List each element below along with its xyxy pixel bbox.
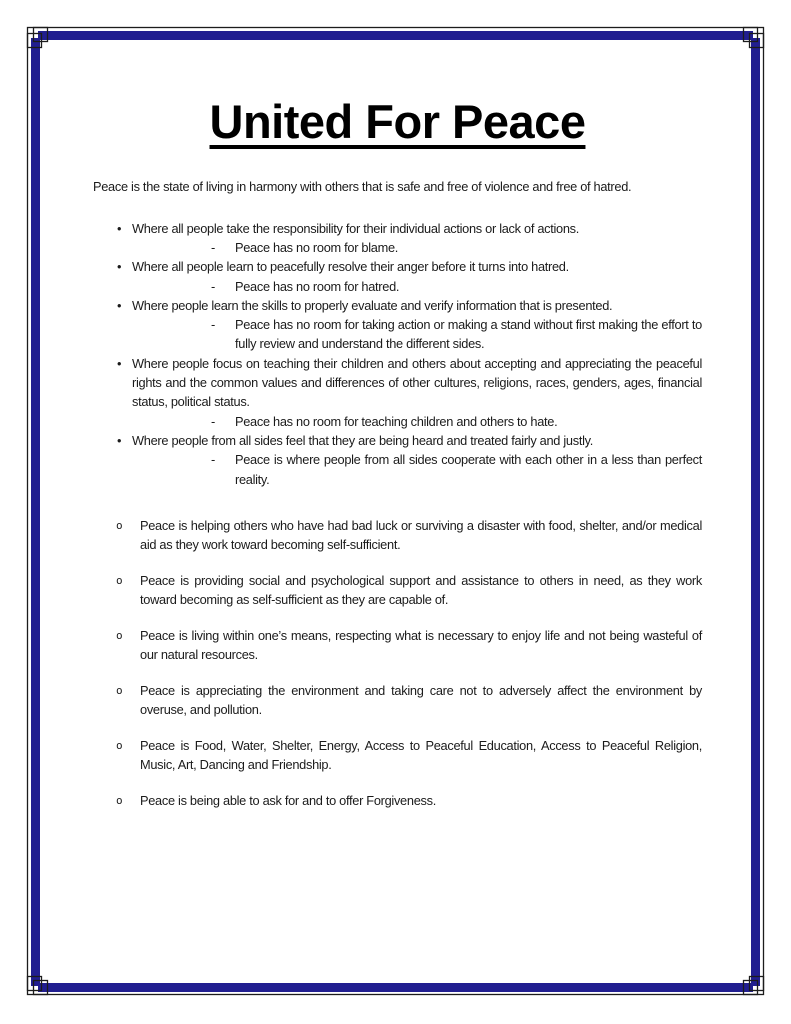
dash-icon: - <box>211 317 215 333</box>
circle-bullet-icon: o <box>116 629 123 643</box>
circle-list <box>93 516 702 810</box>
corner-ornament-icon <box>750 977 764 991</box>
list-item <box>93 219 702 238</box>
circle-bullet-icon: o <box>116 684 123 698</box>
dash-icon: - <box>211 239 215 255</box>
dash-icon: - <box>211 452 215 468</box>
intro-paragraph: Peace is the state of living in harmony with others that is safe and free of violence and free of hatred. <box>93 179 632 195</box>
sub-list-item-text: Peace has no room for hatred. <box>235 278 400 294</box>
list-item-text: Where all people learn to peacefully resolve their anger before it turns into hatred. <box>132 259 569 275</box>
sub-list-item-text: Peace has no room for blame. <box>235 239 399 255</box>
sub-list-item-text: Peace has no room for taking action or making a stand without first making the effort to fully review and understand the different sides. <box>235 317 702 352</box>
sub-list-item <box>93 315 702 354</box>
corner-ornament-icon <box>750 34 764 48</box>
corner-ornament-icon <box>28 34 42 48</box>
list-item <box>93 736 702 775</box>
list-item <box>93 791 702 810</box>
list-item <box>93 626 702 665</box>
sub-list-item <box>93 450 702 489</box>
document-content <box>93 80 702 826</box>
sub-list-item-text: Peace is where people from all sides cooperate with each other in a less than perfect reality. <box>235 452 702 487</box>
list-item-text: Peace is providing social and psychological support and assistance to others in need, as they work toward becoming as self-sufficient as they are capable of. <box>140 572 702 608</box>
page-title: United For Peace <box>209 95 586 148</box>
list-item <box>93 257 702 276</box>
corner-ornament-icon <box>34 28 48 42</box>
bullet-icon: • <box>117 220 122 236</box>
sub-list-item-text: Peace has no room for teaching children and others to hate. <box>235 413 558 429</box>
list-item <box>93 681 702 720</box>
sub-list-item <box>93 412 702 431</box>
list-item <box>93 431 702 450</box>
list-item-text: Where people from all sides feel that they are being heard and treated fairly and justly. <box>132 432 594 448</box>
sub-list-item <box>93 277 702 296</box>
circle-bullet-icon: o <box>116 574 123 588</box>
corner-ornament-icon <box>744 28 758 42</box>
list-item-text: Where people focus on teaching their children and others about accepting and appreciating the peaceful rights and the common values and differences of other cultures, religions, races, genders, ages, financial status, political status. <box>132 355 702 410</box>
list-item <box>93 516 702 555</box>
bullet-list <box>93 219 702 489</box>
list-item <box>93 354 702 412</box>
list-item-text: Peace is Food, Water, Shelter, Energy, Access to Peaceful Education, Access to Peaceful Religion, Music, Art, Dancing and Friendship. <box>140 737 702 773</box>
circle-bullet-icon: o <box>116 739 123 753</box>
circle-bullet-icon: o <box>116 794 123 808</box>
circle-bullet-icon: o <box>116 519 123 533</box>
list-item-text: Peace is being able to ask for and to offer Forgiveness. <box>140 792 436 808</box>
corner-ornament-icon <box>744 981 758 995</box>
sub-list-item <box>93 238 702 257</box>
bullet-icon: • <box>117 259 122 275</box>
list-item <box>93 296 702 315</box>
dash-icon: - <box>211 278 215 294</box>
corner-ornament-icon <box>34 981 48 995</box>
list-item <box>93 571 702 610</box>
list-item-text: Peace is helping others who have had bad luck or surviving a disaster with food, shelter, and/or medical aid as they work toward becoming self-sufficient. <box>140 517 702 553</box>
corner-ornament-icon <box>28 977 42 991</box>
list-item-text: Where people learn the skills to properly evaluate and verify information that is presented. <box>132 297 613 313</box>
bullet-icon: • <box>117 355 122 371</box>
list-item-text: Peace is appreciating the environment and taking care not to adversely affect the environment by overuse, and pollution. <box>140 682 702 718</box>
bullet-icon: • <box>117 432 122 448</box>
dash-icon: - <box>211 413 215 429</box>
bullet-icon: • <box>117 297 122 313</box>
list-item-text: Where all people take the responsibility for their individual actions or lack of actions. <box>132 220 580 236</box>
list-item-text: Peace is living within one’s means, respecting what is necessary to enjoy life and not being wasteful of our natural resources. <box>140 627 702 663</box>
